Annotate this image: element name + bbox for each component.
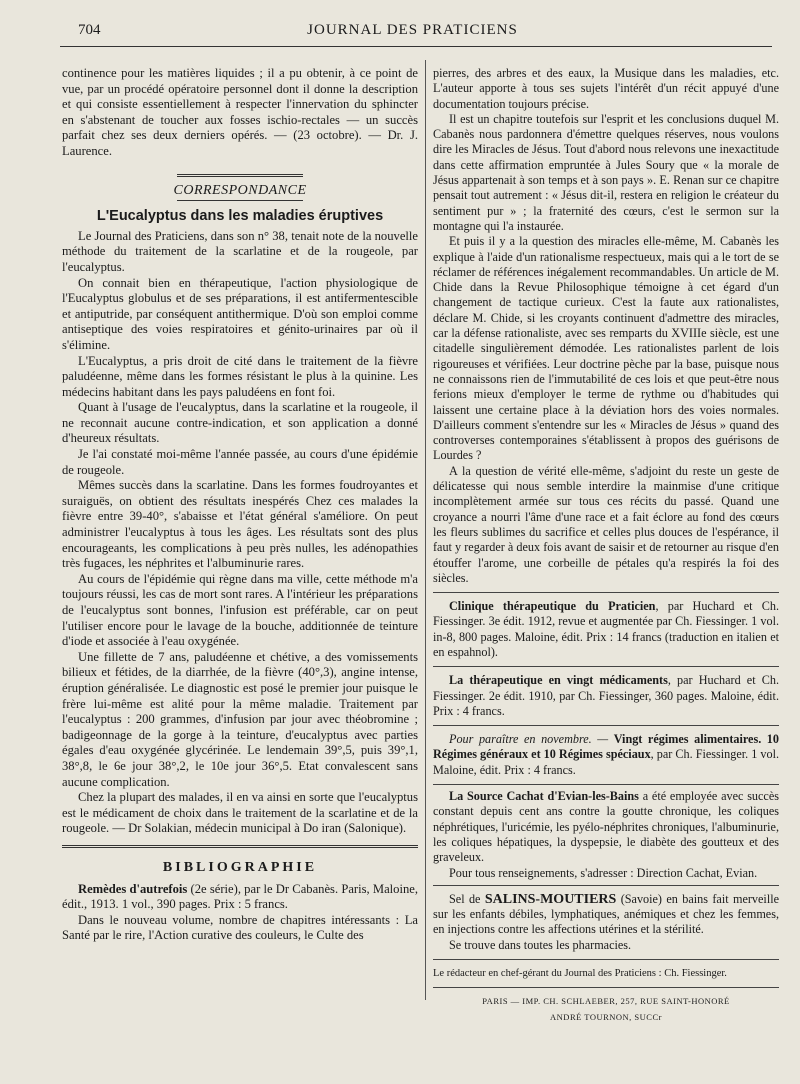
ad-text xyxy=(433,892,779,938)
page-header xyxy=(60,22,765,44)
biblio-divider xyxy=(62,845,418,848)
book-entry xyxy=(433,732,779,778)
book-entry xyxy=(433,673,779,719)
header-rule xyxy=(60,46,772,47)
ad-contact: Se trouve dans toutes les pharmacies. xyxy=(449,937,632,952)
previous-article-end: continence pour les matières liquides ; il a pu obtenir, à ce point de vue, par un procédé opératoire personnel dont il donne la description et qui consiste essentiellement à respecter l'innervation du sphincter en s'abstenant de toucher aux fosses ischio-rectales — un succès parfait chez ses deux derniers opérés. — (23 octobre). — Dr. J. Laurence. xyxy=(62,66,418,158)
page-number: 704 xyxy=(78,22,101,38)
biblio-entry-title: Remèdes d'autrefois xyxy=(78,881,188,896)
ad-title: La Source Cachat d'Evian-les-Bains xyxy=(449,789,639,804)
paragraph: Chez la plupart des malades, il en va ainsi en sorte que l'eucalyptus est le médicament de choix dans le traitement de la scarlatine et de la rougeole. — Dr Solakian, médecin municipal à Do iran (Salonique). xyxy=(62,790,418,836)
section-title: CORRESPONDANCE xyxy=(173,182,307,198)
ad-body: a été employée avec succès constant depuis cent ans contre la goutte chronique, les coliques néphrétiques, l'uricémie, les pyélo-néphrites chroniques, l'albuminurie, les coliques hépatiques, la dyspepsie, le diabète des goutteux et des graveleux. xyxy=(433,789,779,865)
book-announcement: Pour paraître en novembre. — xyxy=(449,732,614,747)
book-title: Vingt régimes alimentaires. 10 Régimes généraux et 10 Régimes spéciaux xyxy=(433,732,779,762)
editor-credit: Le rédacteur en chef-gérant du Journal des Praticiens : Ch. Fiessinger. xyxy=(433,968,727,980)
book-details: , par Ch. Fiessinger. 1 vol. Maloine, édit. Prix : 4 francs. xyxy=(433,747,779,777)
biblio-entry xyxy=(62,882,418,913)
biblio-title: BIBLIOGRAPHIE xyxy=(162,859,318,875)
column-divider xyxy=(425,60,426,1000)
ad-body: (Savoie) en bains fait merveille sur les enfants débiles, lymphatiques, anémiques et chez les femmes, en injections contre les affections utérines et la stérilité. xyxy=(433,891,780,937)
left-column xyxy=(62,66,418,944)
ad-prefix: Sel de xyxy=(449,891,485,906)
paragraph: Je l'ai constaté moi-même l'année passée, au cours d'une épidémie de rougeole. xyxy=(62,447,418,477)
article-title: L'Eucalyptus dans les maladies éruptives xyxy=(96,208,384,225)
paragraph: L'Eucalyptus, a pris droit de cité dans le traitement de la fièvre paludéenne, même dans les formes résistant le plus à la quinine. Les médecins habitant dans les pays paludéens en font foi. xyxy=(62,353,418,399)
ad-text xyxy=(433,789,779,865)
printer-line: PARIS — IMP. CH. SCHLAEBER, 257, RUE SAINT-HONORÉ xyxy=(482,996,730,1007)
section-underline xyxy=(177,200,303,201)
paragraph: Il est un chapitre toutefois sur l'esprit et les conclusions duquel M. Cabanès nous pardonnera d'émettre quelques réserves, nous voulons dire les Miracles de Jésus. Tout d'abord nous relevons une inexactitude dans cette affirmation empruntée à Jules Soury que « la morale de Jésus appartenait à son temps et à son pays ». E. Renan sur ce chapitre pensait tout autrement : « Jésus dit-il, restera en religion le créateur du sentiment pur » ; la fraternité des cœurs, c'est le sermon sur la montagne qui l'a instaurée. xyxy=(433,111,779,233)
paragraph: On connait bien en thérapeutique, l'action physiologique de l'Eucalyptus globulus et de ses préparations, il est antifermentescible et antiputride, par conséquent antithermique. D'où son emploi comme antiseptique des voies respiratoires et génito-urinaires par où il s'élimine. xyxy=(62,275,418,352)
printer-successor: ANDRÉ TOURNON, SUCCr xyxy=(550,1011,662,1022)
divider xyxy=(433,725,779,726)
paragraph: Le Journal des Praticiens, dans son n° 38, tenait note de la nouvelle méthode du traitement de la scarlatine et de la rougeole, par l'eucalyptus. xyxy=(62,228,418,274)
paragraph: A la question de vérité elle-même, s'adjoint du reste un geste de délicatesse qui nous semble interdire la mainmise d'une critique incomplètement armée sur tous ces récits du passé. Quand une croyance a nourri l'âme d'une race et a fait éclore au fond des cœurs les fleurs sublimes du sacrifice et celles plus douces de l'espérance, il faut y regarder à deux fois avant de saisir et de retourner au risque d'en étouffer l'arome, une corbeille de pétales qu'a respirés la foi des siècles. xyxy=(433,463,779,585)
footer-divider xyxy=(433,959,779,960)
ad-salins-moutiers xyxy=(433,892,779,953)
book-title: La thérapeutique en vingt médicaments xyxy=(449,673,668,688)
ad-contact: Pour tous renseignements, s'adresser : Direction Cachat, Evian. xyxy=(449,865,758,880)
divider xyxy=(433,666,779,667)
paragraph: Quant à l'usage de l'eucalyptus, dans la scarlatine et la rougeole, il ne reconnait aucune contre-indication, et son application a donné d'heureux résultats. xyxy=(62,400,418,446)
ad-brand: SALINS-MOUTIERS xyxy=(484,891,617,907)
book-title: Clinique thérapeutique du Praticien xyxy=(449,599,656,614)
footer-divider xyxy=(433,987,779,988)
ad-source-cachat xyxy=(433,784,779,886)
biblio-entry-details: (2e série), par le Dr Cabanès. Paris, Maloine, édit., 1913. 1 vol., 390 pages. Prix : 5 francs. xyxy=(62,881,419,912)
book-details: , par Huchard et Ch. Fiessinger. 3e édit. 1912, revue et augmentée par Ch. Fiessinger. 1 vol. in-8, 800 pages. Maloine, édit. Prix : 14 francs (traduction en italien et en espahnol). xyxy=(433,599,779,659)
paragraph: Une fillette de 7 ans, paludéenne et chétive, a des vomissements bilieux et fétides, de la diarrhée, de la fièvre (40°,3), angine intense, éruption généralisée. Le diagnostic est posé le premier jour puisque le frère lui-même est alité pour la même maladie. Traitement par l'eucalyptus : 200 grammes, d'infusion par jour avec théobromine ; badigeonnage de la gorge à la teinture, d'eucalyptus avec parties égales d'eau oxygénée glycérinée. Le lendemain 39°,5, puis 39°,1, 38°,8, le 6e jour 38°,2, le 10e jour 36°,5. Etat convalescent sans aucune complication. xyxy=(62,649,418,789)
book-details: , par Huchard et Ch. Fiessinger. 2e édit. 1910, par Ch. Fiessinger, 360 pages. Maloine, édit. Prix : 4 francs. xyxy=(433,673,779,718)
book-entry xyxy=(433,599,779,660)
section-divider xyxy=(177,174,303,177)
paragraph: Et puis il y a la question des miracles elle-même, M. Cabanès les explique à l'aide d'un rationalisme respectueux, mais qui a le tort de se réclamer de références inégalement recommandables. Un article de M. Chide dans la Revue Philosophique témoigne à cet égard d'un changement de tactique curieux. C'est la faute aux rationalistes, déclare M. Chide, si les croyants continuent d'admettre des miracles, car la défense rationaliste, avec ses remparts du XVIIIe siècle, est une citadelle singulièrement démodée. Les rationalistes parlent de lois rigoureuses et vérifiées. Leur doctrine pèche par la base, puisque nous ne connaissons rien de l'immutabilité de ces lois et que peut-être nous ferions mieux d'employer le terme de rythme ou d'habitudes qui laissent une certaine place à la déviation hors des voies normales. D'ailleurs comment s'entendre sur les « Miracles de Jésus » quand des controverses contemporaines s'établissent à propos des guérisons de Lourdes ? xyxy=(433,234,779,463)
paragraph: pierres, des arbres et des eaux, la Musique dans les maladies, etc. L'auteur apporte à tous ses sujets l'intérêt d'un récit appuyé d'une documentation toujours précise. xyxy=(433,66,779,111)
right-column xyxy=(433,66,779,1025)
divider xyxy=(433,592,779,593)
paragraph: Mêmes succès dans la scarlatine. Dans les formes foudroyantes et suraiguës, on obtient des résultats inespérés Chez ces malades la fièvre entre 39-40°, s'abaisse et l'état général s'améliore. On peut administrer l'eucalyptus à tous les âges. Les résultats sont des plus encourageants, les complications à peu près nulles, les adénopathies très fugaces, les néphrites et l'albuminurie rares. xyxy=(62,478,418,571)
journal-title: JOURNAL DES PRATICIENS xyxy=(307,22,518,38)
paragraph: Au cours de l'épidémie qui règne dans ma ville, cette méthode m'a toujours réussi, les cas de mort sont rares. A l'intérieur les préparations de l'eucalyptus sont bonnes, l'infusion est préférable, car on peut l'utiliser encore pour le lavage de la bouche, additionnée de teinture d'iode et associée à l'eau oxygénée. xyxy=(62,571,418,649)
paragraph: Dans le nouveau volume, nombre de chapitres intéressants : La Santé par le rire, l'Action curative des couleurs, le Culte des xyxy=(62,912,418,943)
